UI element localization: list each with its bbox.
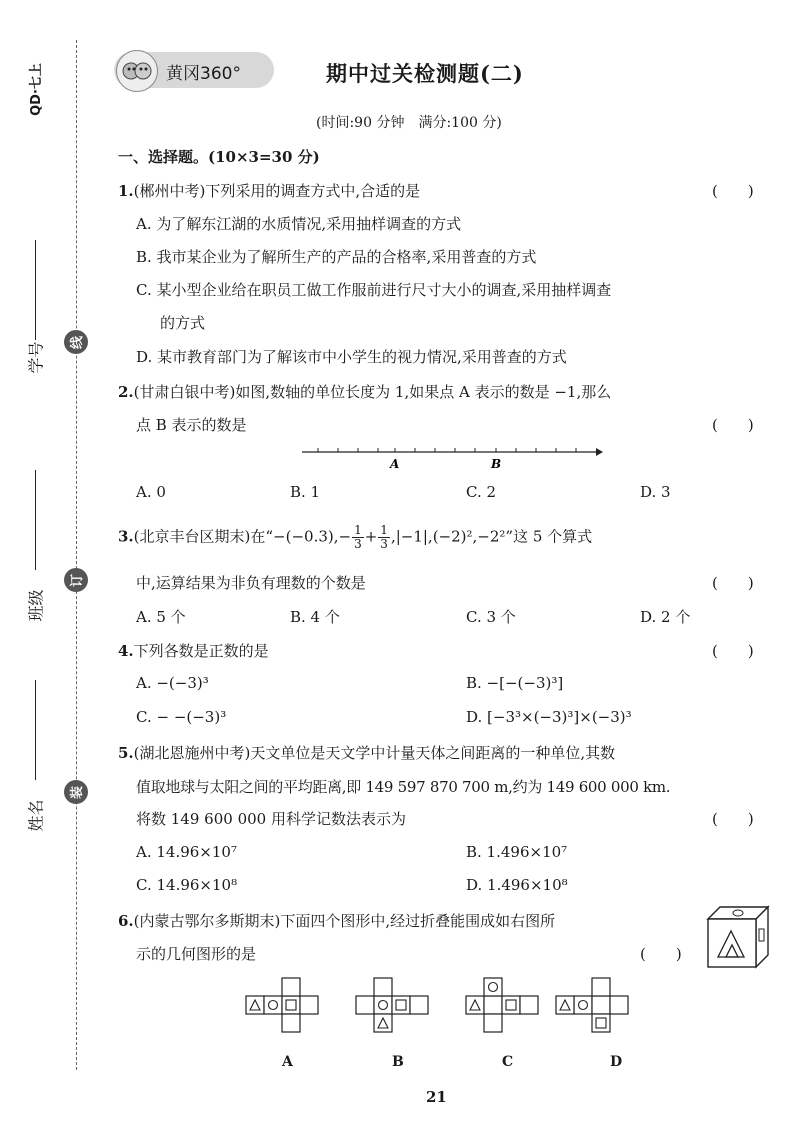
fraction-1: $\frac{1}{3}$ [354,523,362,551]
brand-text: 黄冈360° [166,64,241,84]
fraction-2: $\frac{1}{3}$ [380,523,388,551]
section-heading: 一、选择题。(10×3=30 分) [118,148,320,166]
question-2-option-c: C. 2 [466,483,497,501]
question-3-option-b: B. 4 个 [290,608,340,626]
question-2-option-a: A. 0 [136,483,166,501]
mascot-icon [116,50,158,92]
question-3-option-a: A. 5 个 [136,608,186,626]
answer-blank-3[interactable]: ( ) [712,574,754,592]
question-5-stem-cont: 值取地球与太阳之间的平均距离,即 149 597 870 700 m,约为 149 600 000 km. [136,778,671,796]
question-5-stem-cont-2: 将数 149 600 000 用科学记数法表示为 [136,810,406,828]
question-4-option-c: C. − −(−3)³ [136,708,227,726]
question-3-option-d: D. 2 个 [640,608,691,626]
net-label-d: D [610,1054,623,1070]
class-label: 班级 [26,589,46,622]
binding-mark-xian: 线 [64,330,88,354]
question-1-option-c-cont: 的方式 [160,314,206,332]
number-line [298,440,604,474]
question-4-option-b: B. −[−(−3)³] [466,674,564,692]
question-5-option-c: C. 14.96×10⁸ [136,876,238,894]
question-6-stem: 6.(内蒙古鄂尔多斯期末)下面四个图形中,经过折叠能围成如右图所 [118,912,556,930]
net-label-b: B [392,1054,404,1070]
brand-badge [114,52,274,88]
exam-info: (时间:90 分钟 满分:100 分) [316,115,502,131]
binding-mark-ding: 订 [64,568,88,592]
question-2-stem: 2.(甘肃白银中考)如图,数轴的单位长度为 1,如果点 A 表示的数是 −1,那么 [118,383,612,401]
student-id-label: 学号 [26,341,46,374]
cube-figure [706,905,770,969]
binding-dashed-line [76,40,77,1070]
answer-blank-6[interactable]: ( ) [640,945,682,963]
question-5-option-b: B. 1.496×10⁷ [466,843,568,861]
net-label-a: A [282,1054,293,1070]
question-3-stem: 3.(北京丰台区期末)在“−(−0.3),− $\frac{1}{3}$ + $\frac{1}{3}$ ,|−1|,(−2)²,−2²”这 5 个算式 [118,523,593,551]
point-b-label: B [491,457,502,471]
edition-label: QD·七上 [28,63,44,116]
answer-blank-5[interactable]: ( ) [712,810,754,828]
question-4-option-a: A. −(−3)³ [136,674,209,692]
question-5-stem: 5.(湖北恩施州中考)天文单位是天文学中计量天体之间距离的一种单位,其数 [118,744,616,762]
answer-blank-1[interactable]: ( ) [712,182,754,200]
point-a-label: A [390,457,400,471]
answer-blank-4[interactable]: ( ) [712,642,754,660]
class-blank [35,470,36,570]
question-4-stem: 4.下列各数是正数的是 [118,642,269,660]
question-2-option-d: D. 3 [640,483,671,501]
question-1-option-b: B. 我市某企业为了解所生产的产品的合格率,采用普查的方式 [136,248,537,266]
question-6-stem-cont: 示的几何图形的是 [136,945,257,963]
page-title: 期中过关检测题(二) [326,61,524,86]
name-label: 姓名 [26,799,46,832]
question-1-option-c: C. 某小型企业给在职员工做工作服前进行尺寸大小的调查,采用抽样调查 [136,281,612,299]
question-2-option-b: B. 1 [290,483,321,501]
question-4-option-d: D. [−3³×(−3)³]×(−3)³ [466,708,632,726]
question-1-option-a: A. 为了解东江湖的水质情况,采用抽样调查的方式 [136,215,462,233]
binding-mark-zhuang: 装 [64,780,88,804]
question-1-stem: 1.(郴州中考)下列采用的调查方式中,合适的是 [118,182,421,200]
net-label-c: C [502,1054,514,1070]
student-id-blank [35,240,36,340]
question-1-option-d: D. 某市教育部门为了解该市中小学生的视力情况,采用普查的方式 [136,348,567,366]
cube-nets [240,970,630,1040]
question-5-option-d: D. 1.496×10⁸ [466,876,568,894]
name-blank [35,680,36,780]
question-3-stem-cont: 中,运算结果为非负有理数的个数是 [136,574,366,592]
question-2-stem-cont: 点 B 表示的数是 [136,416,247,434]
question-5-option-a: A. 14.96×10⁷ [136,843,237,861]
page-number: 21 [426,1088,447,1106]
answer-blank-2[interactable]: ( ) [712,416,754,434]
question-3-option-c: C. 3 个 [466,608,516,626]
